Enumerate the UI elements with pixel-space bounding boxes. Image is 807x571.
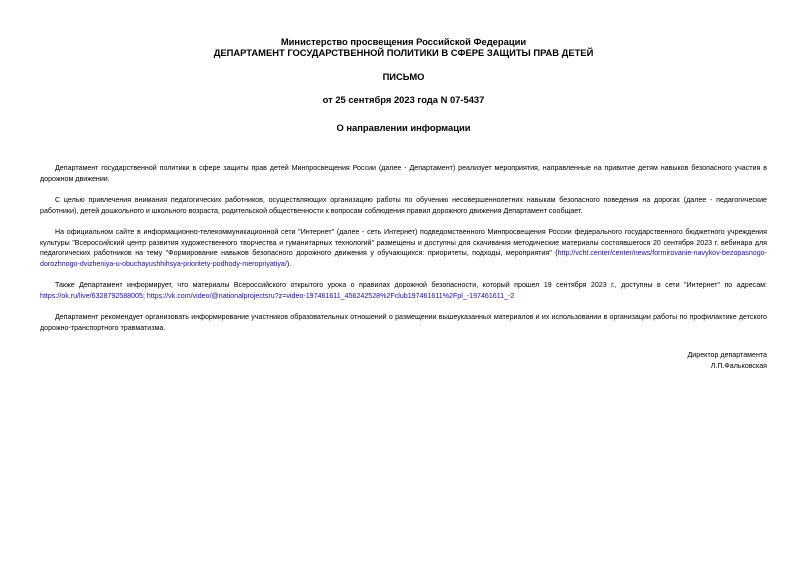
paragraph-4-separator: ; xyxy=(142,291,147,300)
paragraph-3-text: На официальном сайте в информационно-телекоммуникационной сети "Интернет" (далее - сеть Интернет) подведомственного Минпросвещения России федерального государственного бюджетного учреждения культуры "Всероссийский центр развития художественного творчества и гуманитарных технологий" размещены и доступны для скачивания методические материалы состоявшегося 20 сентября 2023 г. вебинара для педагогических работников на тему "Формирование навыков безопасного дорожного движения у обучающихся: приоритеты, подходы, мероприятия" ( xyxy=(40,228,767,257)
paragraph-1: Департамент государственной политики в сфере защиты прав детей Минпросвещения России (далее - Департамент) реализует мероприятия, направленные на привитие детям навыков безопасного участия в дорожном движении. xyxy=(40,164,767,183)
ok-ru-link[interactable]: https://ok.ru/live/6328792588005 xyxy=(40,291,143,300)
paragraph-5: Департамент рекомендует организовать информирование участников образовательных отношений о размещении вышеуказанных материалов и их использовании в организации работы по профилактике детского дорожно-транспортного травматизма. xyxy=(40,313,767,332)
signature-title: Директор департамента xyxy=(687,351,767,359)
vcht-webinar-link[interactable]: http://vcht.center/center/news/formirovanie-navykov-bezopasnogo-dorozhnogo-dvizheniya-u-obuchayushhihsya-prioritety-podhody-meropriyatiya/ xyxy=(40,249,767,268)
paragraph-2: С целью привлечения внимания педагогических работников, осуществляющих организацию работы по обучению несовершеннолетних навыкам безопасного поведения на дорогах (далее - педагогические работники), детей дошкольного и школьного возраста, родительской общественности к вопросам соблюдения правил дорожного движения Департамент сообщает. xyxy=(40,196,767,215)
paragraph-4-text: Также Департамент информирует, что материалы Всероссийского открытого урока о правилах дорожной безопасности, который прошел 19 сентября 2023 г., доступны в сети "Интернет" по адресам: xyxy=(55,281,767,289)
ministry-name: Министерство просвещения Российской Федерации xyxy=(280,36,527,47)
signature-block xyxy=(688,350,768,371)
signature-name: Л.П.Фальковская xyxy=(710,361,767,370)
document-date-number: от 25 сентября 2023 года N 07-5437 xyxy=(322,94,485,105)
paragraph-4 xyxy=(40,280,767,301)
document-body xyxy=(40,163,767,333)
department-name: ДЕПАРТАМЕНТ ГОСУДАРСТВЕННОЙ ПОЛИТИКИ В СФЕРЕ ЗАЩИТЫ ПРАВ ДЕТЕЙ xyxy=(213,47,594,58)
paragraph-3-end: ). xyxy=(286,259,292,268)
document-type: ПИСЬМО xyxy=(382,71,425,82)
vk-video-link[interactable]: https://vk.com/video/@nationalprojectsru?z=video-197461611_456242528%2Fclub197461611%2Fpl_-197461611_-2 xyxy=(146,291,515,300)
document-subject: О направлении информации xyxy=(336,122,471,133)
paragraph-3 xyxy=(40,227,767,269)
document-header xyxy=(40,0,767,133)
